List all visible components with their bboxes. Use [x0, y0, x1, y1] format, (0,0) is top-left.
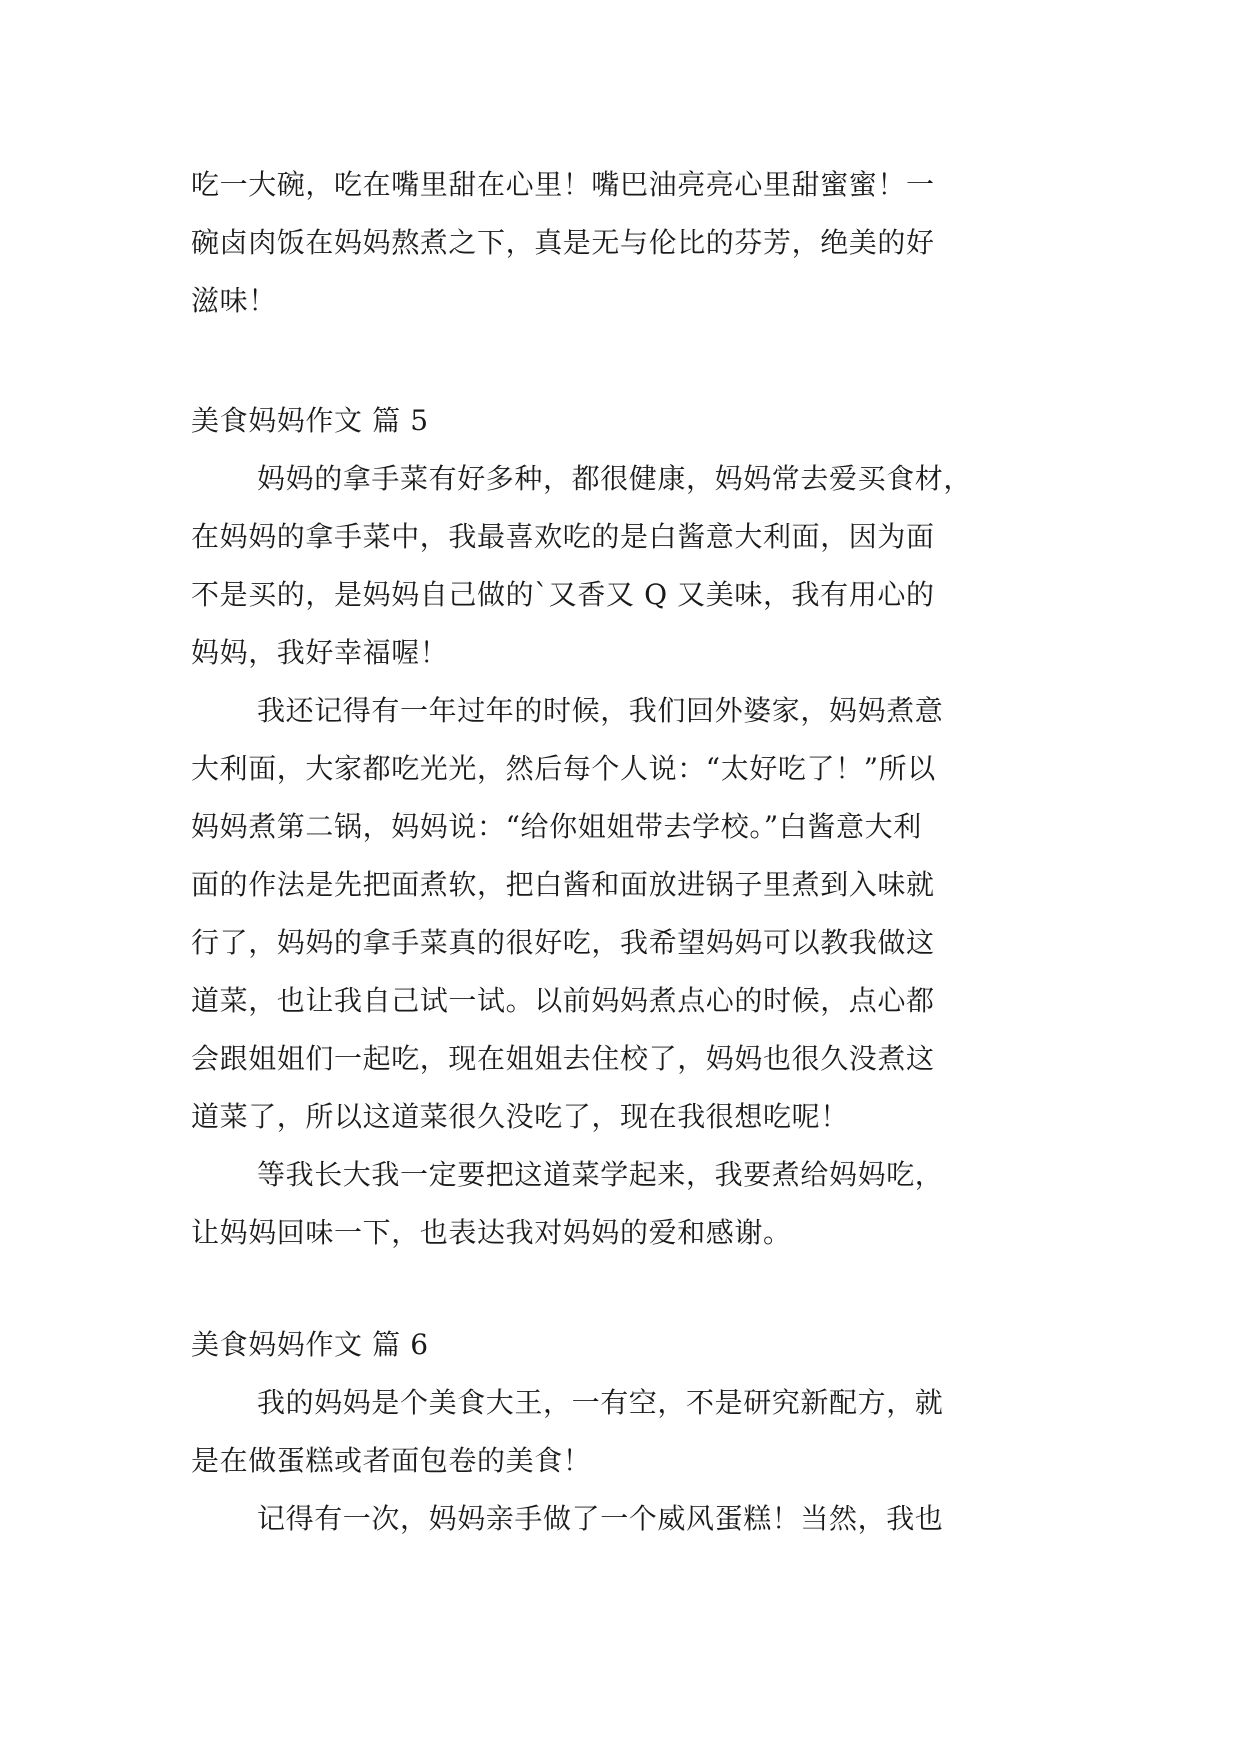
- section-5: [191, 392, 1051, 1262]
- text-line: 我还记得有一年过年的时候，我们回外婆家，妈妈煮意: [257, 694, 944, 727]
- text-line: 是在做蛋糕或者面包卷的美食！: [191, 1444, 592, 1477]
- text-line: 妈妈的拿手菜有好多种，都很健康，妈妈常去爱买食材，: [257, 462, 973, 495]
- text-line: 在妈妈的拿手菜中，我最喜欢吃的是白酱意大利面，因为面: [191, 520, 935, 553]
- text-line: 碗卤肉饭在妈妈熬煮之下，真是无与伦比的芬芳，绝美的好: [191, 226, 935, 259]
- text-line: 我的妈妈是个美食大王，一有空，不是研究新配方，就: [257, 1386, 944, 1419]
- text-line: 行了，妈妈的拿手菜真的很好吃，我希望妈妈可以教我做这: [191, 926, 935, 959]
- paragraph: [191, 450, 1051, 682]
- paragraph: [191, 1490, 1051, 1548]
- paragraph: [191, 682, 1051, 1146]
- text-line: 会跟姐姐们一起吃，现在姐姐去住校了，妈妈也很久没煮这: [191, 1042, 935, 1075]
- section-heading: 美食妈妈作文 篇 5: [191, 404, 429, 437]
- paragraph: [191, 1146, 1051, 1262]
- text-line: 不是买的，是妈妈自己做的`又香又 Q 又美味，我有用心的: [191, 578, 935, 611]
- text-line: 让妈妈回味一下，也表达我对妈妈的爱和感谢。: [191, 1216, 792, 1249]
- text-line: 等我长大我一定要把这道菜学起来，我要煮给妈妈吃，: [257, 1158, 944, 1191]
- text-line: 道菜了，所以这道菜很久没吃了，现在我很想吃呢！: [191, 1100, 849, 1133]
- text-line: 妈妈，我好幸福喔！: [191, 636, 449, 669]
- text-line: 大利面，大家都吃光光，然后每个人说：“太好吃了！”所以: [191, 752, 936, 785]
- text-line: 滋味！: [191, 284, 277, 317]
- paragraph: [191, 1374, 1051, 1490]
- section-heading: 美食妈妈作文 篇 6: [191, 1328, 429, 1361]
- text-line: 道菜，也让我自己试一试。以前妈妈煮点心的时候，点心都: [191, 984, 935, 1017]
- text-line: 吃一大碗，吃在嘴里甜在心里！嘴巴油亮亮心里甜蜜蜜！一: [191, 168, 935, 201]
- text-line: 记得有一次，妈妈亲手做了一个威风蛋糕！当然，我也: [257, 1502, 944, 1535]
- section-6: [191, 1316, 1051, 1548]
- fragment-paragraph: [191, 156, 1051, 330]
- text-line: 妈妈煮第二锅，妈妈说：“给你姐姐带去学校。”白酱意大利: [191, 810, 922, 843]
- text-line: 面的作法是先把面煮软，把白酱和面放进锅子里煮到入味就: [191, 868, 935, 901]
